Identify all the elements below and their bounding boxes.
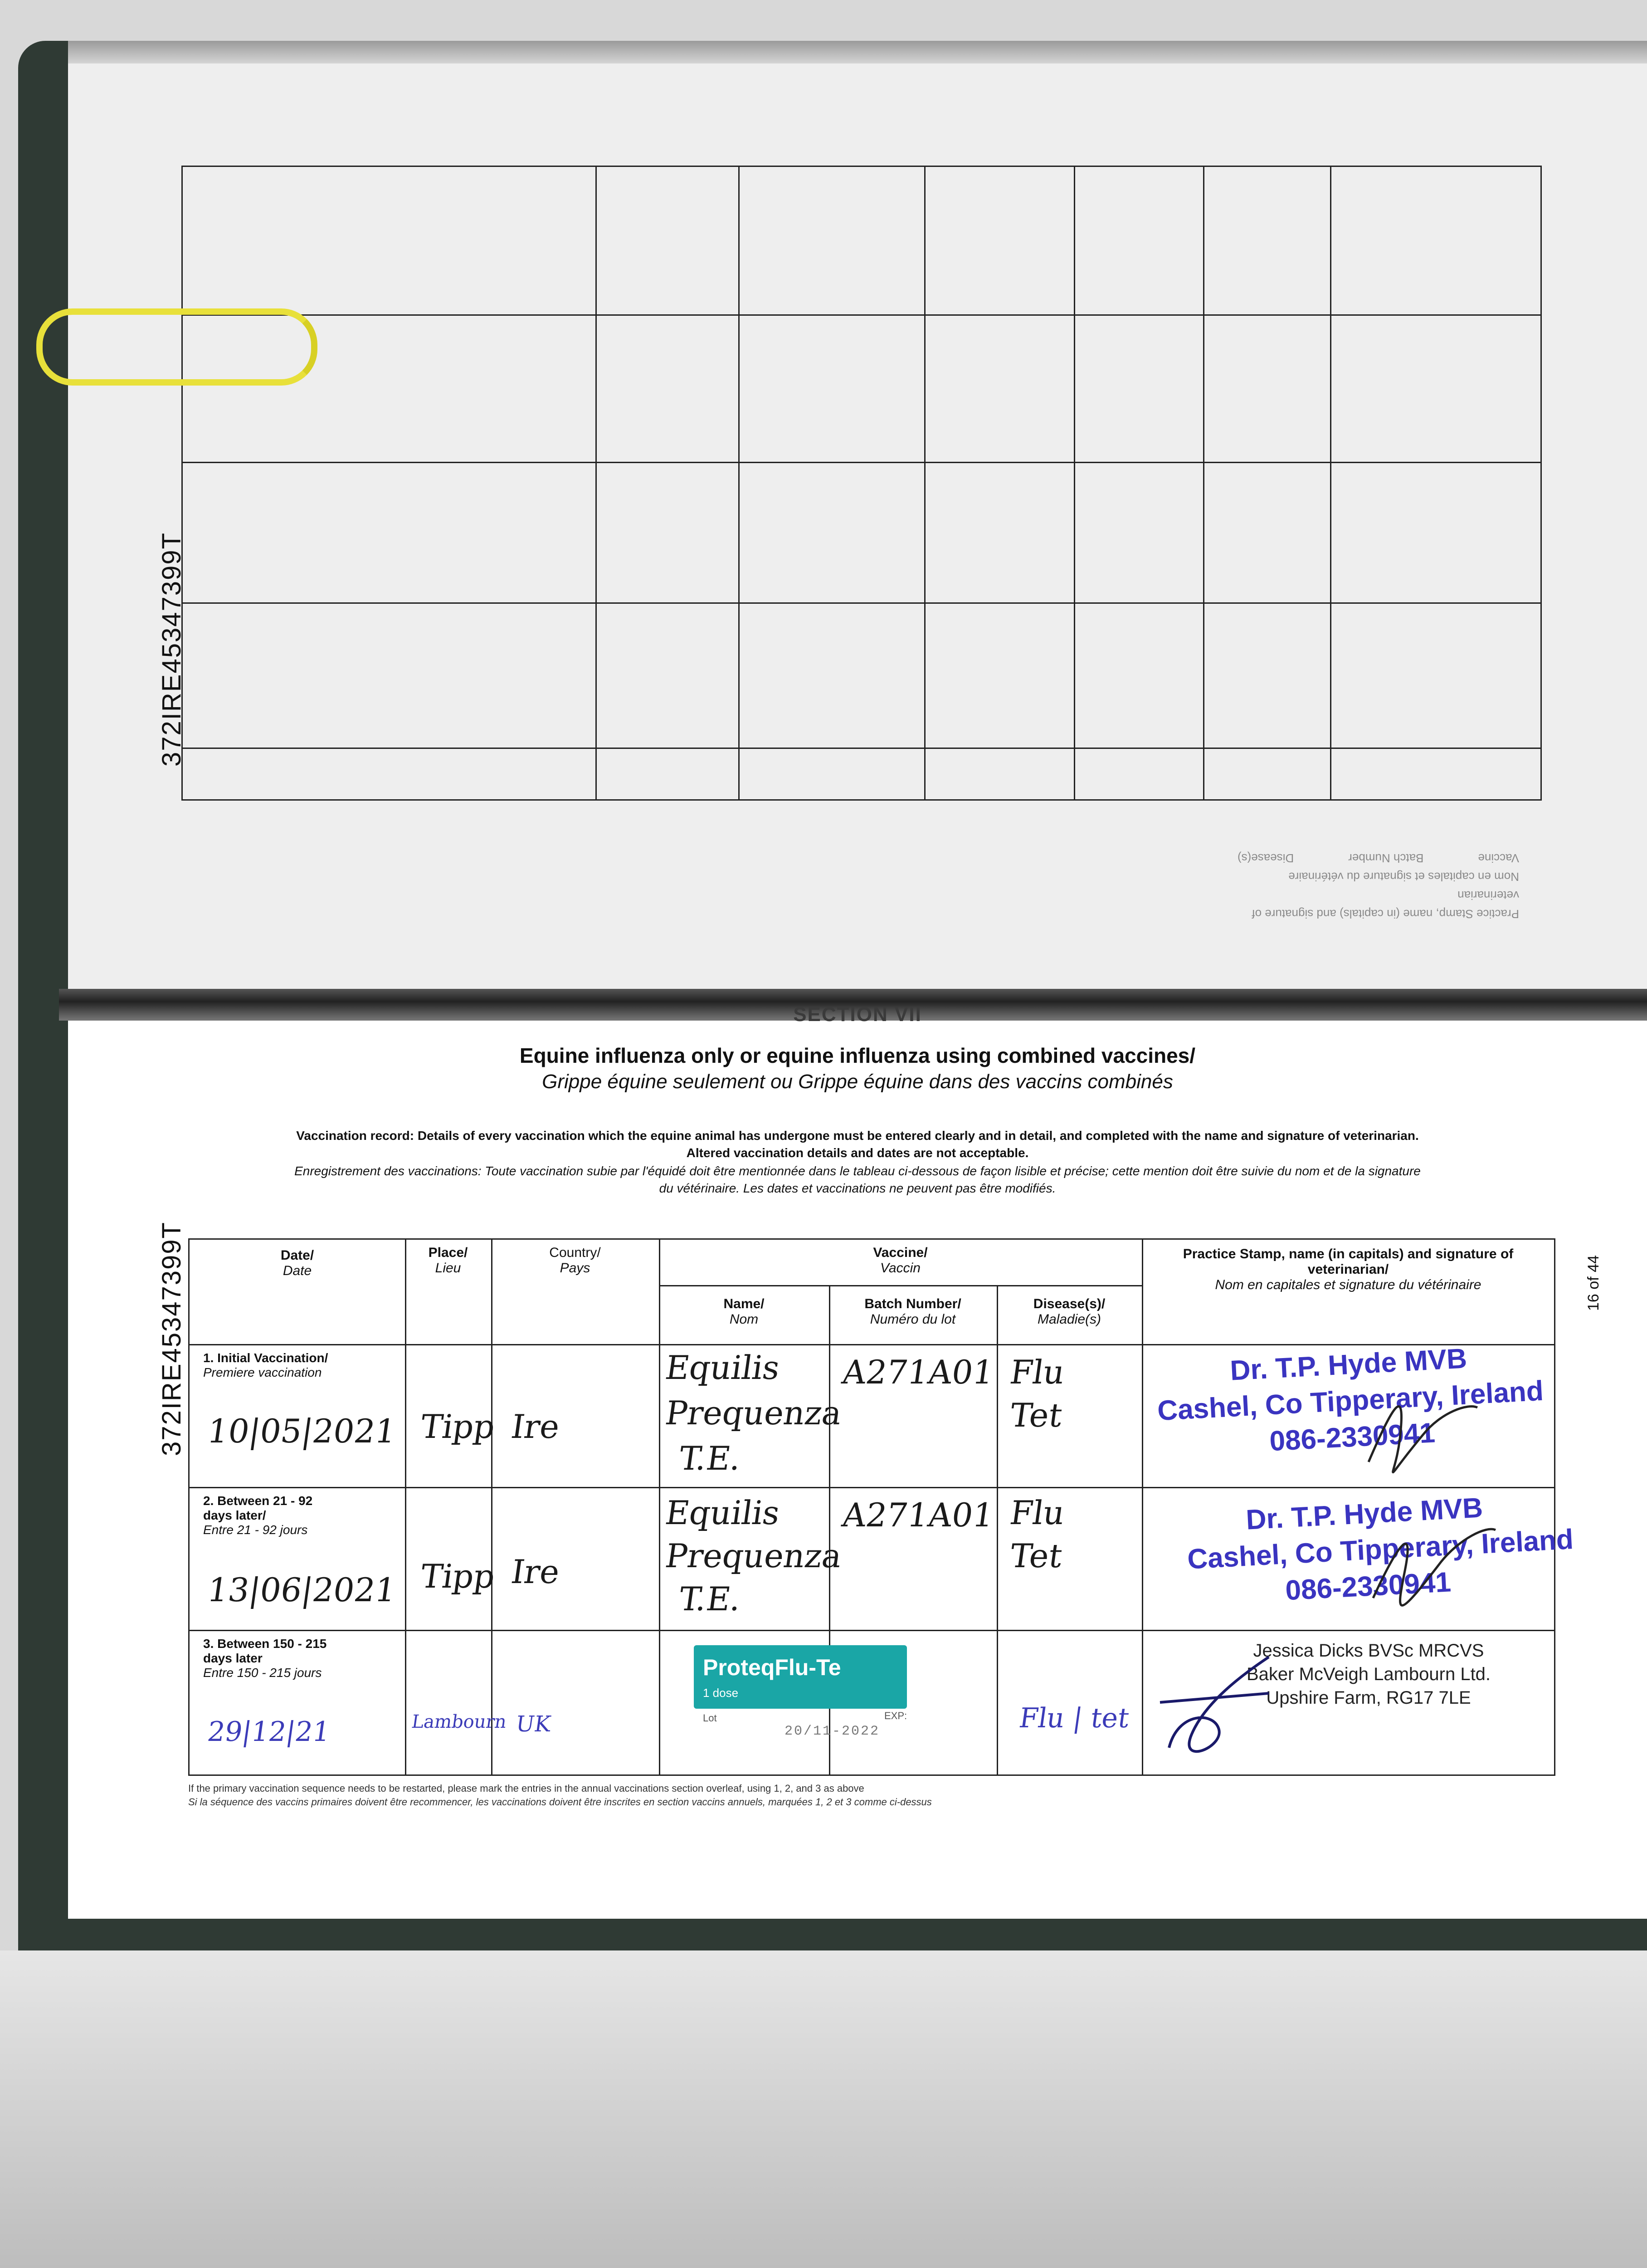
reversed-batch: Batch Number (1348, 851, 1424, 865)
grid-line (183, 602, 1540, 604)
header-stamp (1146, 1246, 1550, 1293)
header-place-en: Place/ (428, 1245, 468, 1260)
row3-date: 29|12|21 (205, 1716, 332, 1748)
record-instructions-en: Vaccination record: Details of every vaccination which the equine animal has undergone must be entered clearly and in detail, and completed with the name and signature of veterinarian. (296, 1129, 1419, 1143)
row1-date: 10|05|2021 (205, 1412, 399, 1450)
grid-line (595, 167, 597, 799)
row2-name-2: Prequenza (663, 1537, 844, 1575)
reversed-line: veterinarian (1457, 889, 1519, 902)
sticker-dose: 1 dose (703, 1686, 739, 1700)
row1-label-fr: Premiere vaccination (203, 1365, 322, 1379)
header-vaccine (659, 1245, 1142, 1276)
row1-stamp-line3: 086-2330941 (1268, 1417, 1436, 1457)
grid-line (183, 314, 1540, 316)
header-vaccine-fr: Vaccin (880, 1261, 921, 1276)
row3-place: Lambourn (410, 1711, 508, 1732)
header-batch (829, 1296, 997, 1327)
heading-french: Grippe équine seulement ou Grippe équine dans des vaccins combinés (542, 1070, 1173, 1093)
row1-label (203, 1351, 328, 1380)
header-stamp-fr: Nom en capitales et signature du vétérinaire (1215, 1277, 1481, 1292)
header-stamp-en: Practice Stamp, name (in capitals) and signature of veterinarian/ (1183, 1246, 1514, 1277)
passport-id-lower: 372IRE45347399T (157, 1222, 186, 1456)
header-date-fr: Date (283, 1263, 312, 1278)
row1-name-2: Prequenza (663, 1394, 844, 1432)
row3-country: UK (514, 1711, 553, 1737)
row-line (659, 1285, 1142, 1286)
row1-place: Tipp (418, 1408, 498, 1446)
col-line (997, 1285, 998, 1774)
row2-batch: A271A01 (840, 1496, 996, 1534)
grid-line (738, 167, 740, 799)
row3-stamp-line1: Jessica Dicks BVSc MRCVS (1253, 1641, 1484, 1661)
row2-label-en: 2. Between 21 - 92 (203, 1494, 313, 1508)
col-line (1142, 1240, 1143, 1774)
scanner-bed (0, 1950, 1647, 2268)
header-batch-fr: Numéro du lot (870, 1312, 956, 1327)
row2-place: Tipp (418, 1557, 498, 1595)
grid-line (1203, 167, 1204, 799)
header-disease-fr: Maladie(s) (1037, 1312, 1101, 1327)
row2-stamp-line3: 086-2330941 (1284, 1566, 1452, 1607)
row1-country: Ire (509, 1408, 562, 1446)
signature-3 (1151, 1630, 1287, 1775)
row3-label-en2: days later (203, 1651, 263, 1665)
row1-name-1: Equilis (663, 1349, 782, 1387)
row1-disease-1: Flu (1008, 1353, 1067, 1391)
col-line (491, 1240, 492, 1774)
row1-label-en: 1. Initial Vaccination/ (203, 1351, 328, 1365)
row1-disease-2: Tet (1008, 1396, 1065, 1434)
row1-name-3: T.E. (677, 1439, 744, 1477)
reversed-line: Nom en capitales et signature du vétérinaire (1288, 870, 1519, 884)
row3-stamp-line3: Upshire Farm, RG17 7LE (1266, 1688, 1471, 1708)
grid-line (1074, 167, 1075, 799)
footer-french: Si la séquence des vaccins primaires doivent être recommencer, les vaccinations doivent être inscrites en section vaccins annuels, marquées 1, 2 et 3 comme ci-dessus (188, 1796, 932, 1808)
row2-date: 13|06|2021 (205, 1571, 399, 1609)
record-instructions-fr: Enregistrement des vaccinations: Toute vaccination subie par l'équidé doit être mentionnée dans le tableau ci-dessous de façon lisible et précise; cette mention doit être suivie du nom et de la signature (294, 1164, 1421, 1178)
header-name-fr: Nom (729, 1312, 759, 1327)
sticker-exp-date: 20/11-2022 (785, 1724, 880, 1739)
row3-disease: Flu | tet (1017, 1702, 1131, 1734)
vaccine-label-sticker (694, 1645, 907, 1709)
sticker-brand: ProteqFlu-Te (703, 1655, 841, 1680)
header-date-en: Date/ (280, 1248, 314, 1263)
footer-english: If the primary vaccination sequence needs to be restarted, please mark the entries in the annual vaccinations section overleaf, using 1, 2, and 3 as above (188, 1783, 864, 1794)
header-place-fr: Lieu (435, 1261, 461, 1276)
row2-disease-1: Flu (1008, 1494, 1067, 1532)
header-batch-en: Batch Number/ (864, 1296, 961, 1311)
record-instructions-en-2: Altered vaccination details and dates are not acceptable. (686, 1146, 1029, 1160)
header-country (491, 1245, 659, 1276)
reversed-line: Practice Stamp, name (in capitals) and signature of (1252, 907, 1519, 921)
reversed-vaccine-cols (204, 851, 1519, 865)
row2-label-en2: days later/ (203, 1508, 266, 1522)
row1-stamp-line1: Dr. T.P. Hyde MVB (1229, 1343, 1468, 1387)
sticker-exp: EXP: (884, 1710, 907, 1721)
header-date (190, 1248, 405, 1279)
row2-country: Ire (509, 1553, 562, 1591)
reversed-vaccine: Vaccine (1478, 851, 1519, 865)
header-country-fr: Pays (560, 1261, 590, 1276)
col-line (405, 1240, 406, 1774)
row1-stamp-line2: Cashel, Co Tipperary, Ireland (1156, 1375, 1545, 1427)
row3-stamp-line2: Baker McVeigh Lambourn Ltd. (1246, 1664, 1491, 1684)
row1-batch: A271A01 (840, 1353, 996, 1391)
header-name (659, 1296, 829, 1327)
header-disease (997, 1296, 1142, 1327)
reversed-header-text (204, 771, 1519, 925)
sticker-lot: Lot (703, 1712, 717, 1724)
section-title: SECTION VII (793, 1003, 922, 1026)
grid-line (183, 748, 1540, 749)
signature-1-2 (1278, 1344, 1532, 1634)
row2-stamp-line1: Dr. T.P. Hyde MVB (1245, 1492, 1484, 1536)
passport-id-upper: 372IRE45347399T (157, 532, 186, 767)
row2-name-1: Equilis (663, 1494, 782, 1532)
row3-label (203, 1637, 326, 1680)
row2-disease-2: Tet (1008, 1537, 1065, 1575)
reversed-disease: Disease(s) (1237, 851, 1294, 865)
row2-label-fr: Entre 21 - 92 jours (203, 1523, 308, 1537)
header-country-en: Country/ (549, 1245, 601, 1260)
paper-clip (36, 308, 317, 386)
grid-line (183, 462, 1540, 463)
grid-line (1330, 167, 1331, 799)
upper-empty-table (181, 166, 1542, 801)
header-place (405, 1245, 491, 1276)
grid-line (924, 167, 926, 799)
header-vaccine-en: Vaccine/ (873, 1245, 928, 1260)
row3-label-en: 3. Between 150 - 215 (203, 1637, 327, 1651)
row2-label (203, 1494, 312, 1537)
header-disease-en: Disease(s)/ (1033, 1296, 1106, 1311)
row2-stamp-line2: Cashel, Co Tipperary, Ireland (1186, 1524, 1574, 1575)
page-number: 16 of 44 (1585, 1255, 1602, 1311)
header-name-en: Name/ (723, 1296, 765, 1311)
record-instructions-fr-2: du vétérinaire. Les dates et vaccinations ne peuvent pas être modifiés. (659, 1181, 1056, 1195)
row3-label-fr: Entre 150 - 215 jours (203, 1666, 322, 1680)
row2-name-3: T.E. (677, 1580, 744, 1618)
heading-english: Equine influenza only or equine influenza using combined vaccines/ (519, 1044, 1196, 1067)
